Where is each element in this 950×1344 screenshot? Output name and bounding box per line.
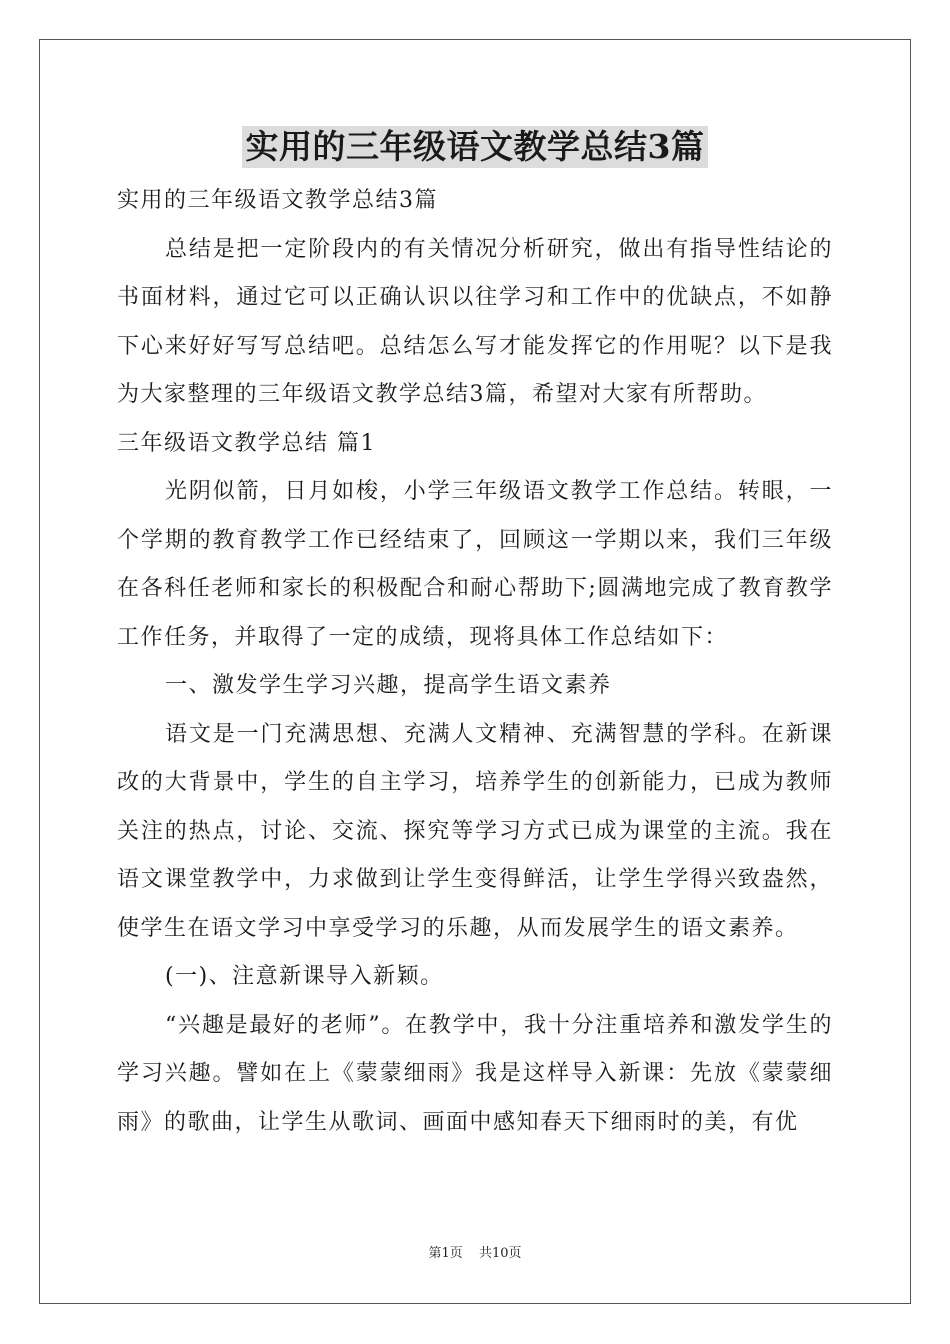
paragraph: “兴趣是最好的老师”。在教学中，我十分注重培养和激发学生的学习兴趣。譬如在上《蒙蒙细雨》我是这样导入新课：先放《蒙蒙细雨》的歌曲，让学生从歌词、画面中感知春天下细雨时的美，有优 [117, 1012, 833, 1135]
paragraph: 实用的三年级语文教学总结3篇 [117, 188, 438, 213]
document-body [117, 177, 833, 1147]
subsection-heading: (一)、注意新课导入新颖。 [165, 964, 444, 989]
page-number: 第1页 [428, 1246, 463, 1261]
paragraph: 总结是把一定阶段内的有关情况分析研究，做出有指导性结论的书面材料，通过它可以正确认识以往学习和工作中的优缺点，不如静下心来好好写写总结吧。总结怎么写才能发挥它的作用呢？以下是我为大家整理的三年级语文教学总结3篇，希望对大家有所帮助。 [117, 236, 833, 407]
document-title: 实用的三年级语文教学总结3篇 [242, 126, 709, 168]
title-container [0, 126, 950, 168]
page-footer [0, 1245, 950, 1263]
paragraph: 光阴似箭，日月如梭，小学三年级语文教学工作总结。转眼，一个学期的教育教学工作已经结束了，回顾这一学期以来，我们三年级在各科任老师和家长的积极配合和耐心帮助下;圆满地完成了教育教学工作任务，并取得了一定的成绩，现将具体工作总结如下： [117, 479, 833, 650]
page-total: 共10页 [478, 1246, 522, 1261]
paragraph: 语文是一门充满思想、充满人文精神、充满智慧的学科。在新课改的大背景中，学生的自主学习，培养学生的创新能力，已成为教师关注的热点，讨论、交流、探究等学习方式已成为课堂的主流。我在语文课堂教学中，力求做到让学生变得鲜活，让学生学得兴致盎然，使学生在语文学习中享受学习的乐趣，从而发展学生的语文素养。 [117, 721, 833, 941]
section-heading: 三年级语文教学总结 篇1 [117, 430, 376, 456]
subsection-heading: 一、激发学生学习兴趣，提高学生语文素养 [165, 673, 612, 698]
